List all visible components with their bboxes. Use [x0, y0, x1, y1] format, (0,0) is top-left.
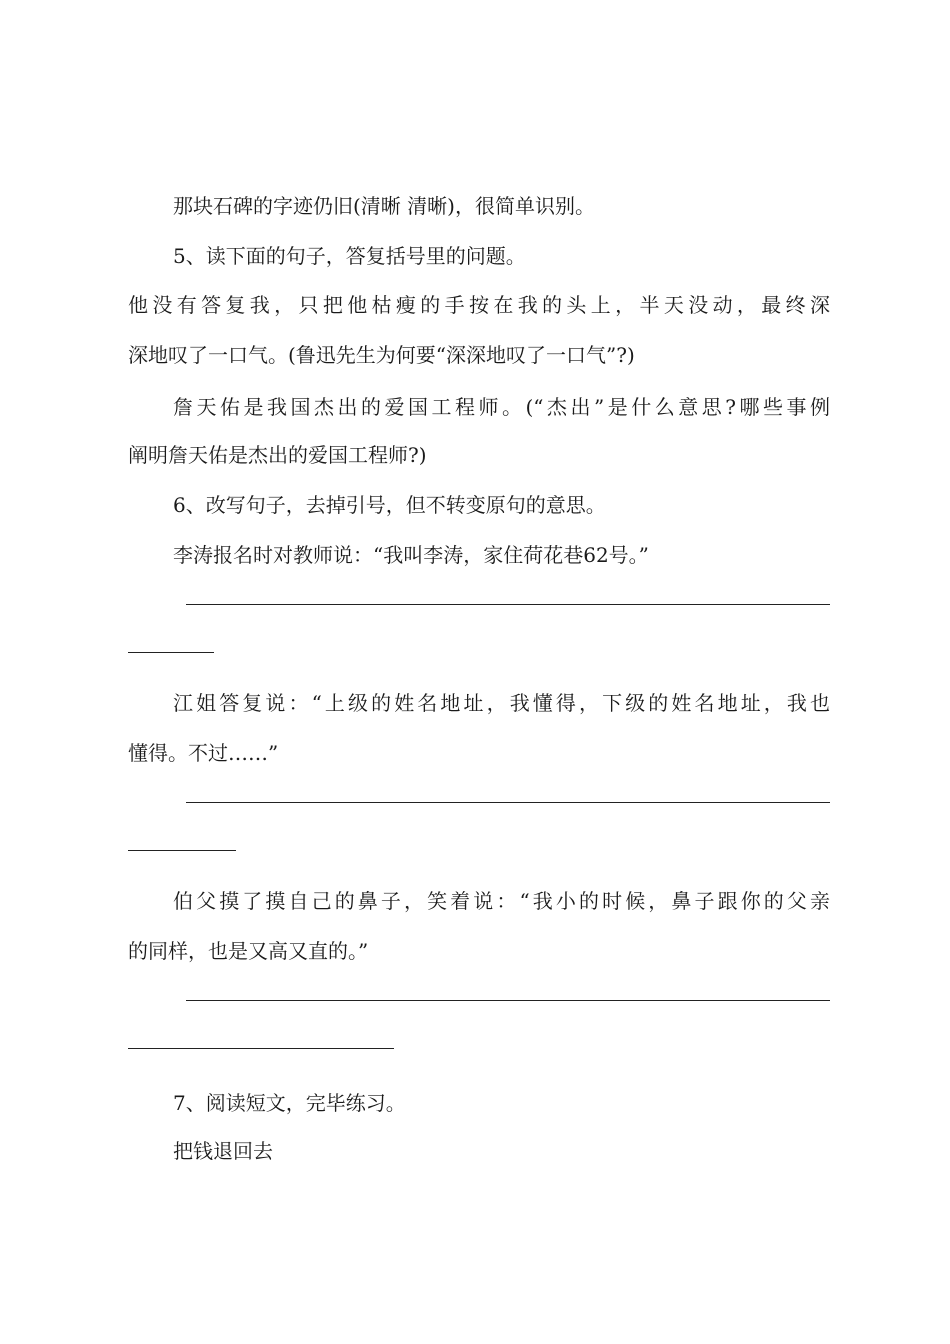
answer-line-1a	[186, 604, 830, 605]
quote-1-line-2: 深地叹了一口气。(鲁迅先生为何要“深深地叹了一口气”?)	[128, 343, 635, 367]
sentence-3-line-1: 伯父摸了摸自己的鼻子，笑着说：“我小的时候，鼻子跟你的父亲	[173, 889, 830, 913]
passage-title: 把钱退回去	[173, 1139, 273, 1163]
answer-line-3a	[186, 1000, 830, 1001]
quote-2-line-2: 阐明詹天佑是杰出的爱国工程师?)	[128, 443, 427, 467]
quote-2-line-1: 詹天佑是我国杰出的爱国工程师。(“杰出”是什么意思?哪些事例	[173, 395, 830, 419]
sentence-2-line-1: 江姐答复说：“上级的姓名地址，我懂得，下级的姓名地址，我也	[173, 691, 830, 715]
quote-1-line-1: 他没有答复我，只把他枯瘦的手按在我的头上，半天没动，最终深	[128, 293, 830, 317]
answer-line-2a	[186, 802, 830, 803]
sentence-1: 李涛报名时对教师说：“我叫李涛，家住荷花巷62号。”	[173, 543, 649, 567]
answer-line-1b	[128, 652, 214, 653]
sentence-2-line-2: 懂得。不过……”	[128, 741, 279, 765]
answer-line-3b	[128, 1048, 394, 1049]
answer-line-2b	[128, 850, 236, 851]
text-line-1: 那块石碑的字迹仍旧(清晰 清晰)，很简单识别。	[173, 194, 595, 218]
sentence-3-line-2: 的同样，也是又高又直的。”	[128, 939, 369, 963]
question-5-heading: 5、读下面的句子，答复括号里的问题。	[173, 244, 526, 268]
question-7-heading: 7、阅读短文，完毕练习。	[173, 1091, 406, 1115]
question-6-heading: 6、改写句子，去掉引号，但不转变原句的意思。	[173, 493, 606, 517]
